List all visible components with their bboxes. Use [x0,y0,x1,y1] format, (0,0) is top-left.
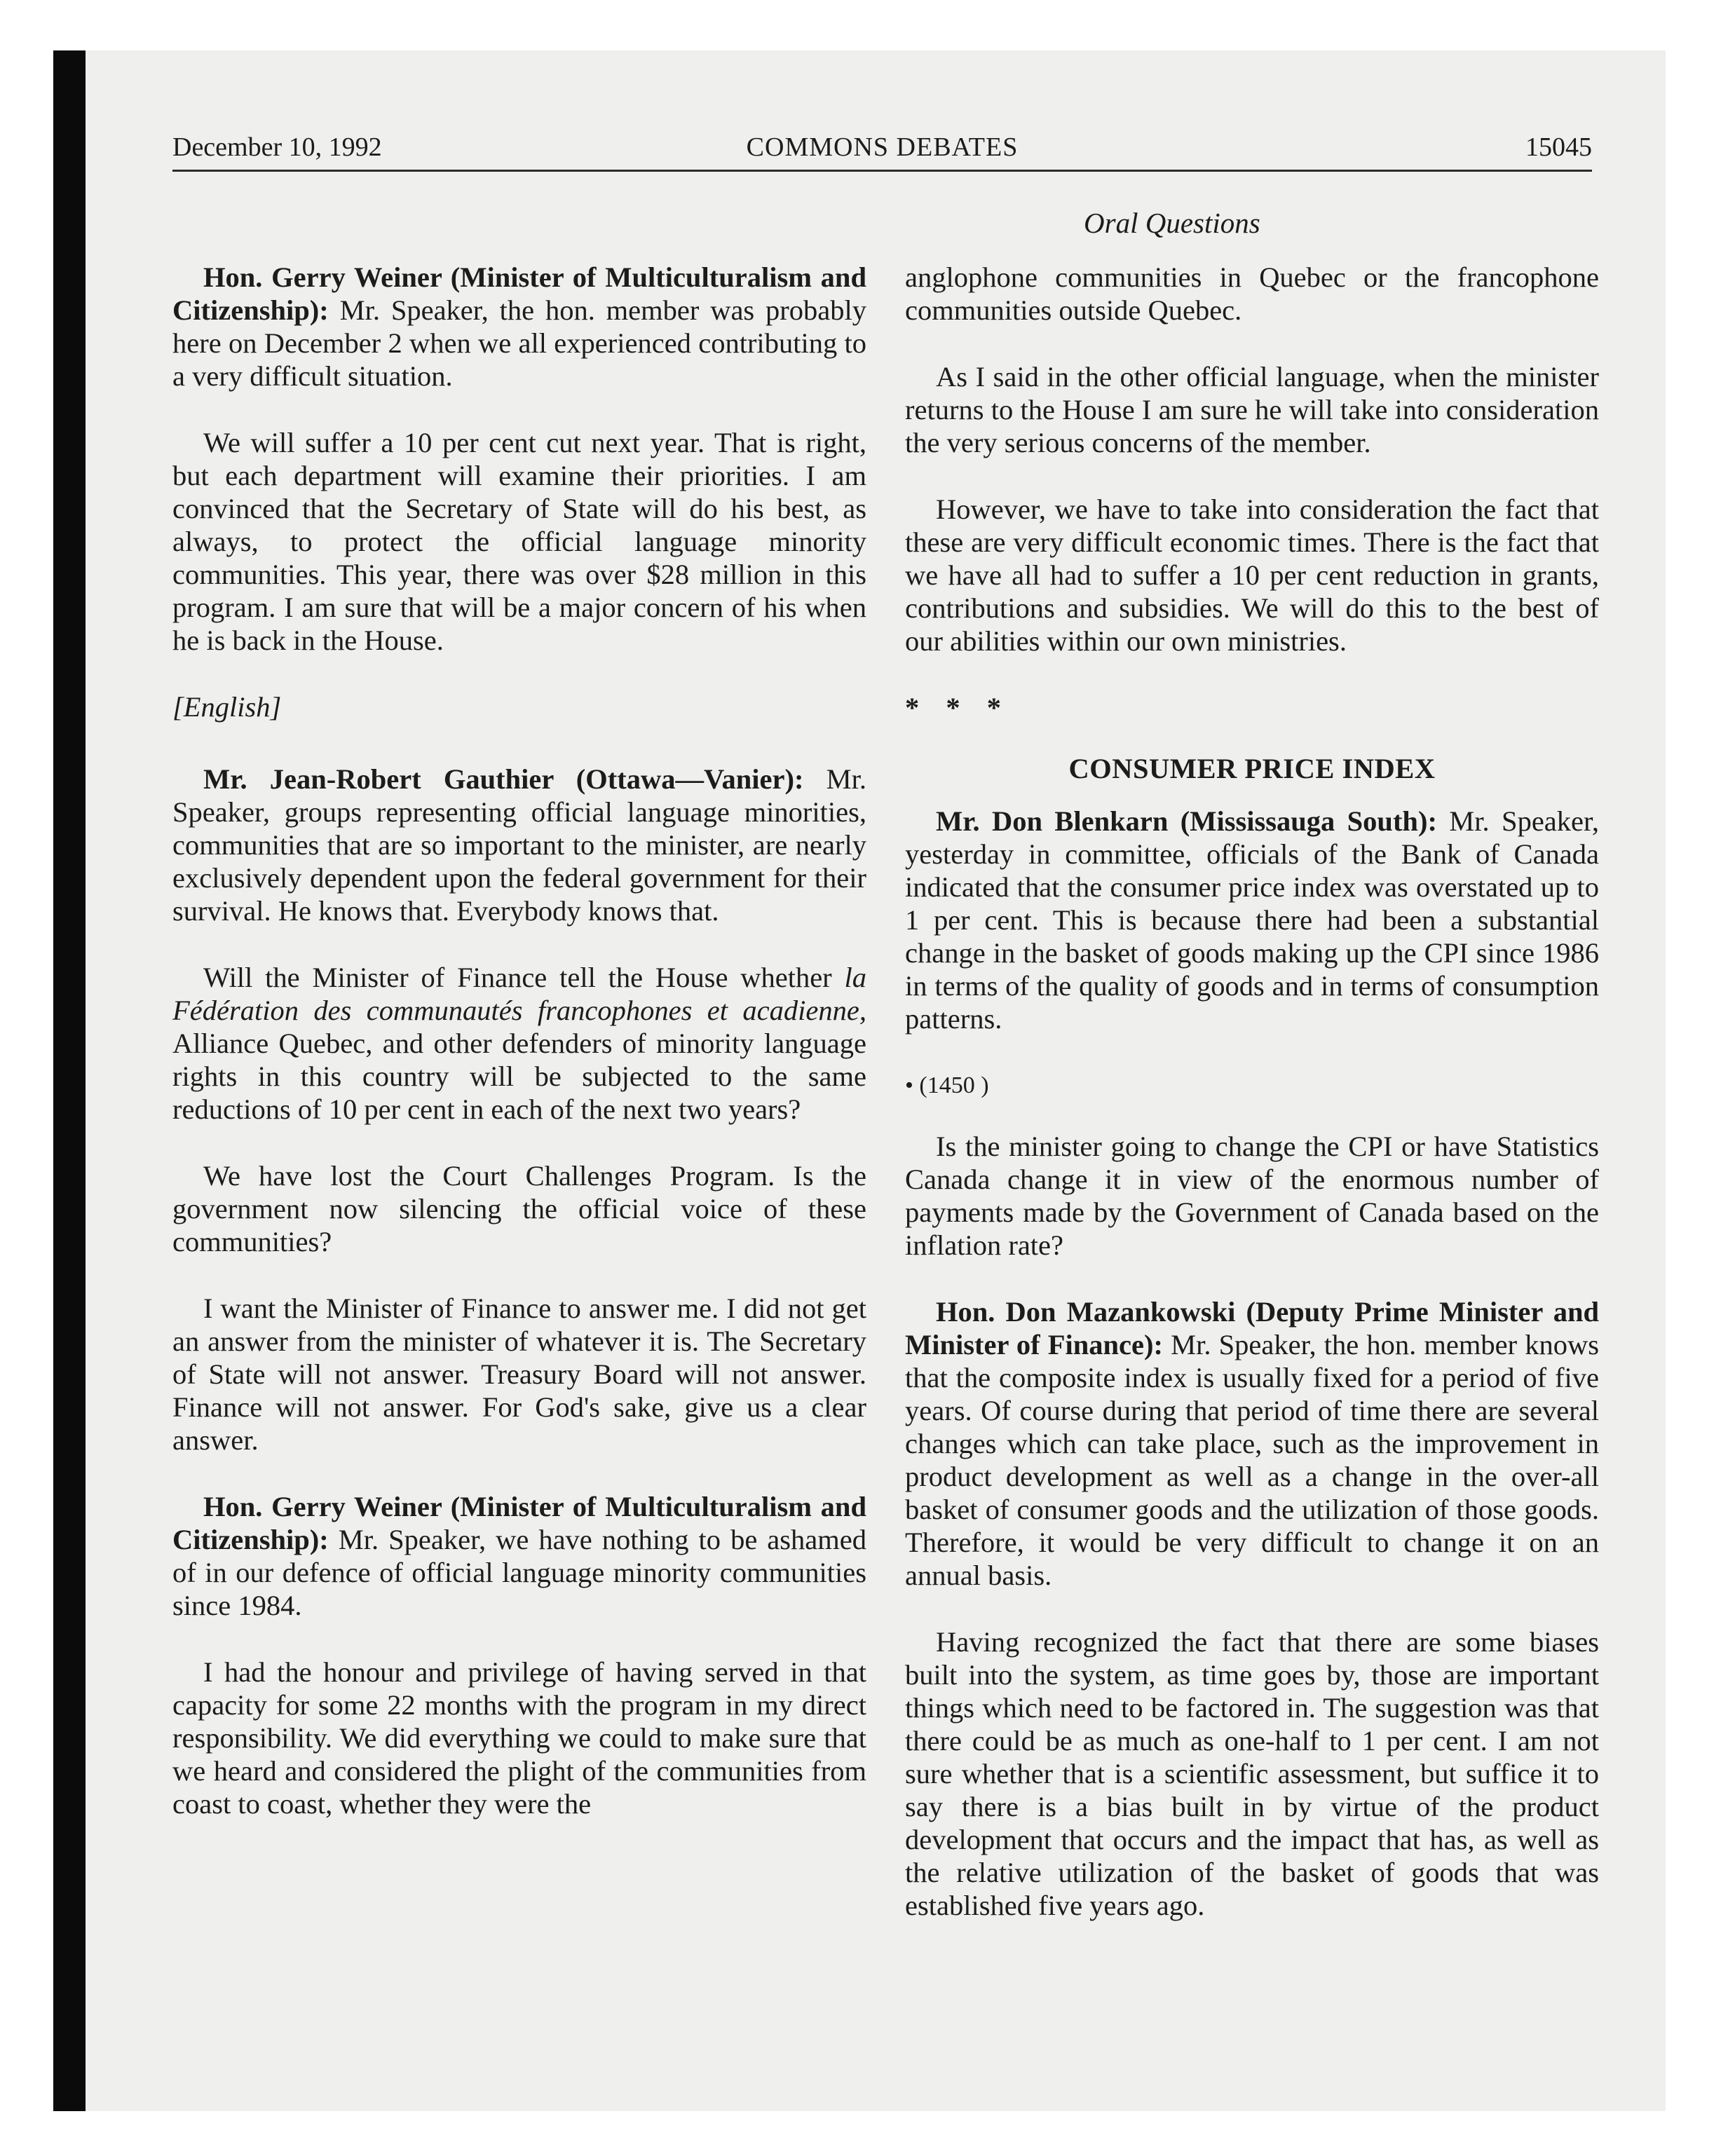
paragraph: anglophone communities in Quebec or the francophone communities outside Quebec. [905,261,1599,326]
paragraph: As I said in the other official language, when the minister returns to the House I am sure he will take into consideration the very serious concerns of the member. [905,361,1599,458]
left-column [172,261,866,1854]
section-separator: * * * [905,692,1011,723]
header-title: COMMONS DEBATES [746,132,1019,162]
scanned-page [53,50,1666,2111]
speech-text: Alliance Quebec, and other defenders of minority language rights in this country will be subjected to the same reductions of 10 per cent in each of the next two years? [172,1028,866,1125]
speaker-name: Mr. Jean-Robert Gauthier (Ottawa—Vanier): [203,763,804,795]
paragraph [172,961,866,1126]
paragraph: We will suffer a 10 per cent cut next year. That is right, but each department will examine their priorities. I am convinced that the Secretary of State will do his best, as always, to protect the official language minority communities. This year, there was over $28 million in this program. I am sure that will be a major concern of his when he is back in the House. [172,427,866,656]
paragraph: However, we have to take into consideration the fact that these are very difficult economic times. There is the fact that we have all had to suffer a 10 per cent reduction in grants, contributions and subsidies. We will do this to the best of our abilities within our own ministries. [905,493,1599,657]
speech-text: Mr. Speaker, yesterday in committee, officials of the Bank of Canada indicated that the consumer price index was overstated up to 1 per cent. This is because there had been a substantial change in the basket of goods making up the CPI since 1986 in terms of the quality of goods and in terms of consumption patterns. [905,805,1599,1035]
header-date: December 10, 1992 [172,132,382,162]
paragraph [905,1295,1599,1592]
paragraph [172,261,866,393]
speaker-name: Mr. Don Blenkarn (Mississauga South): [936,805,1437,837]
italic-text: la Fédération des communautés francophones et acadienne, [172,962,866,1026]
page-content [53,50,1666,2111]
speaker-name: Hon. Gerry Weiner (Minister of Multiculturalism and Citizenship): [172,261,866,326]
paragraph: We have lost the Court Challenges Program. Is the government now silencing the official voice of these communities? [172,1160,866,1257]
section-heading: CONSUMER PRICE INDEX [1068,753,1436,784]
page-header [172,129,1592,172]
running-head: Oral Questions [1084,207,1260,239]
speech-text: Mr. Speaker, the hon. member knows that the composite index is usually fixed for a period of five years. Of course during that period of time there are several changes which can take place, such as the improvement in product development as well as a change in the over-all basket of consumer goods and the utilization of those goods. Therefore, it would be very difficult to change it on an annual basis. [905,1329,1599,1591]
paragraph [172,763,866,927]
paragraph: Having recognized the fact that there are some biases built into the system, as time goes by, those are important things which need to be factored in. The suggestion was that there could be as much as one-half to 1 per cent. I am not sure whether that is a scientific assessment, but suffice it to say there is a bias built in by virtue of the product development that occurs and the impact that has, as well as the relative utilization of the basket of goods that was established five years ago. [905,1626,1599,1921]
language-tag: [English] [172,691,282,723]
paragraph: I want the Minister of Finance to answer me. I did not get an answer from the minister of whatever it is. The Secretary of State will not answer. Treasury Board will not answer. Finance will not answer. For God's sake, give us a clear answer. [172,1292,866,1456]
speech-text: Mr. Speaker, groups representing official language minorities, communities that are so important to the minister, are nearly exclusively dependent upon the federal government for their survival. He knows that. Everybody knows that. [172,763,866,927]
paragraph: Is the minister going to change the CPI or have Statistics Canada change it in view of the enormous number of payments made by the Government of Canada based on the inflation rate? [905,1131,1599,1261]
paragraph [172,1490,866,1622]
page-number: 15045 [1525,132,1592,162]
speech-text: Will the Minister of Finance tell the House whether [203,962,845,993]
right-column [905,261,1599,1956]
speech-text: Mr. Speaker, we have nothing to be ashamed of in our defence of official language minority communities since 1984. [172,1524,866,1621]
speech-text: Mr. Speaker, the hon. member was probably here on December 2 when we all experienced contributing to a very difficult situation. [172,294,866,392]
paragraph: I had the honour and privilege of having served in that capacity for some 22 months with the program in my direct responsibility. We did everything we could to make sure that we heard and considered the plight of the communities from coast to coast, whether they were the [172,1656,866,1820]
speaker-name: Hon. Gerry Weiner (Minister of Multiculturalism and Citizenship): [172,1491,866,1555]
timestamp: • (1450 ) [905,1072,989,1098]
speaker-name: Hon. Don Mazankowski (Deputy Prime Minister and Minister of Finance): [905,1296,1599,1360]
paragraph [905,805,1599,1035]
